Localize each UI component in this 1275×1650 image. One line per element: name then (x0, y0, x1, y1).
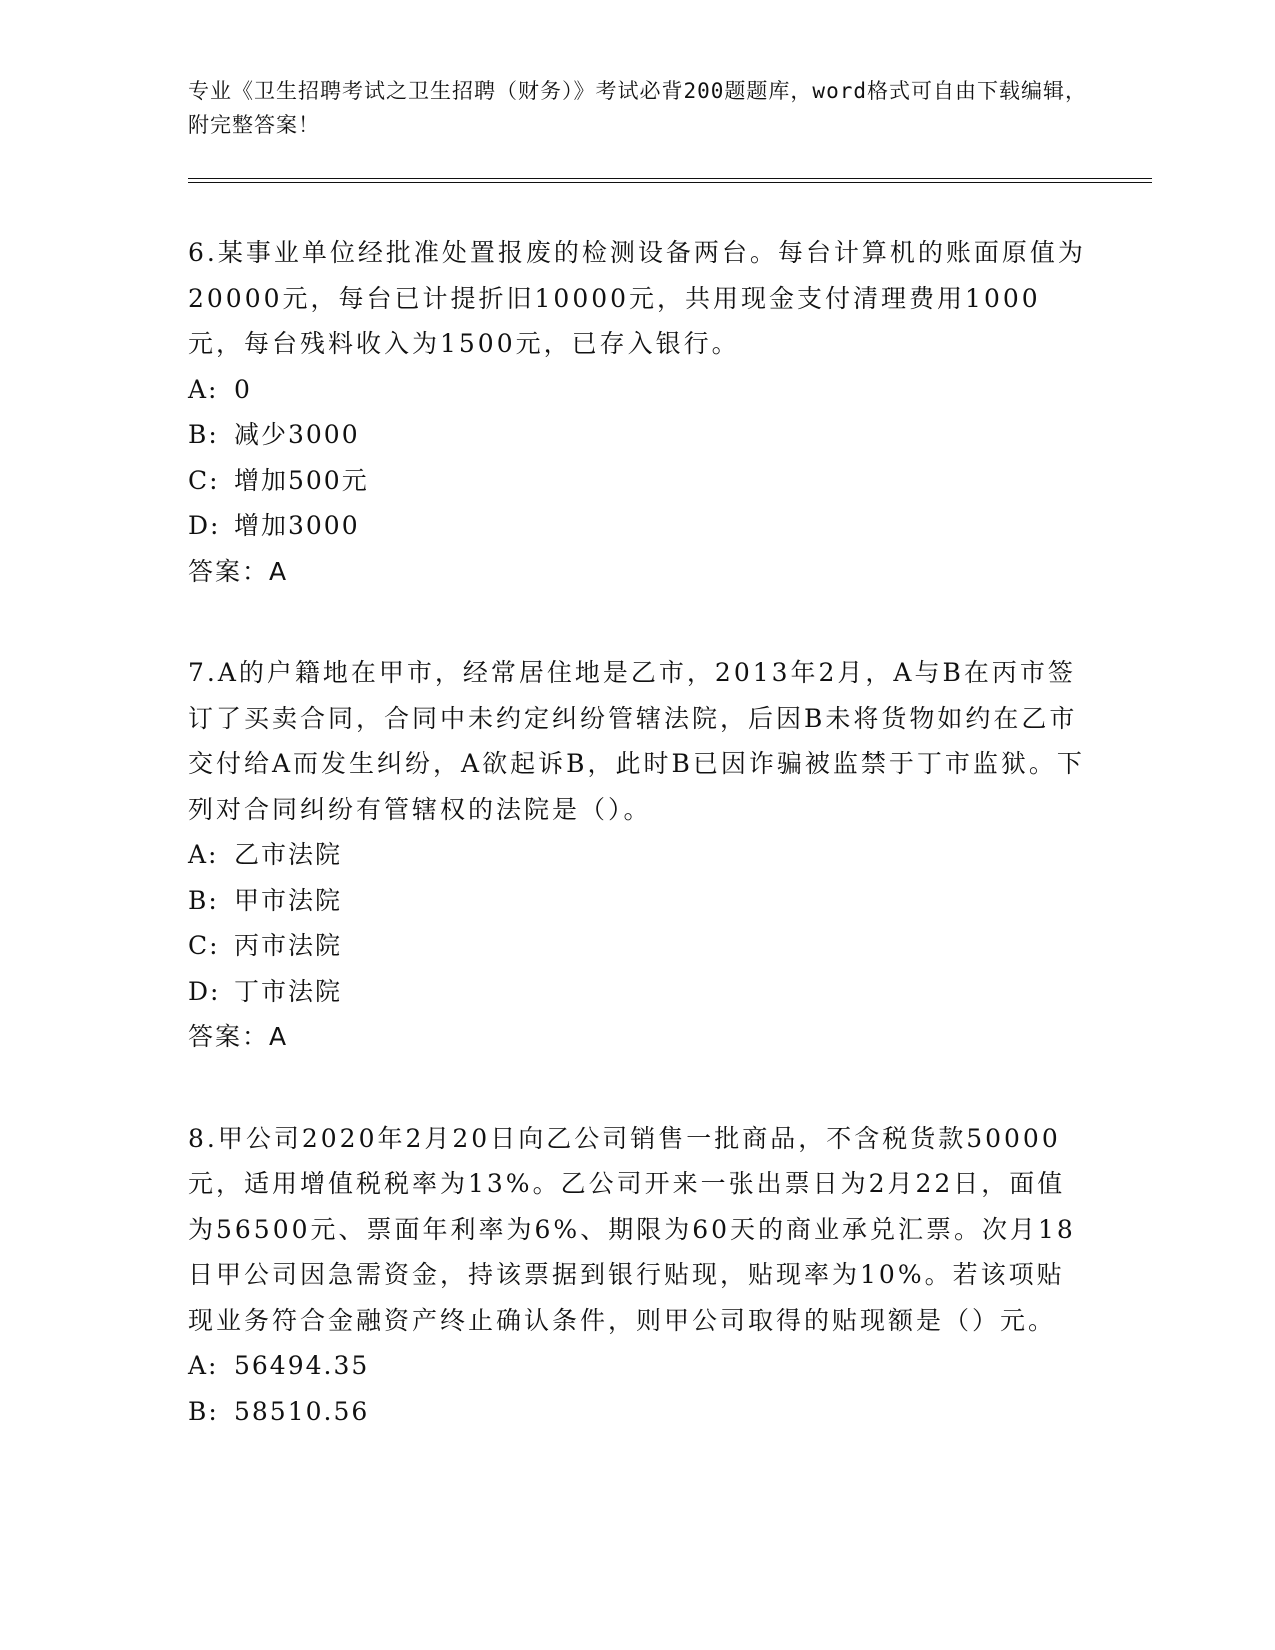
option-letter: D: (188, 976, 221, 1006)
option-letter: C: (188, 465, 220, 495)
question-7 (188, 650, 1088, 1060)
option-text: 增加500元 (234, 465, 369, 495)
option-letter: B: (188, 1396, 219, 1426)
header-divider (188, 178, 1152, 183)
option-letter: A: (188, 1351, 219, 1380)
answer-label: 答案：A (188, 556, 289, 586)
option-text: 增加3000 (234, 511, 360, 540)
option-letter: C: (188, 931, 220, 960)
option-text: 乙市法院 (234, 840, 343, 869)
option-text: 丁市法院 (234, 976, 343, 1006)
option-a (188, 832, 1088, 878)
option-text: 58510.56 (234, 1396, 370, 1426)
option-b (188, 412, 1088, 458)
question-text: 8.甲公司2020年2月20日向乙公司销售一批商品，不含税货款50000元，适用增值税税率为13%。乙公司开来一张出票日为2月22日，面值为56500元、票面年利率为6%、期限为60天的商业承兑汇票。次月18日甲公司因急需资金，持该票据到银行贴现，贴现率为10%。若该项贴现业务符合金融资产终止确认条件，则甲公司取得的贴现额是（）元。 (188, 1123, 1076, 1335)
question-text: 6.某事业单位经批准处置报废的检测设备两台。每台计算机的账面原值为20000元，每台已计提折旧10000元，共用现金支付清理费用1000元，每台残料收入为1500元，已存入银行。 (188, 238, 1086, 358)
option-d (188, 503, 1088, 549)
option-letter: A: (188, 840, 219, 869)
option-d (188, 969, 1088, 1015)
option-c (188, 923, 1088, 969)
question-8 (188, 1116, 1088, 1435)
option-letter: A: (188, 374, 219, 404)
question-list (188, 230, 1088, 1490)
option-letter: B: (188, 885, 219, 915)
option-a (188, 367, 1088, 413)
option-letter: D: (188, 511, 221, 540)
option-text: 甲市法院 (234, 885, 343, 915)
option-letter: B: (188, 420, 219, 449)
question-text: 7.A的户籍地在甲市，经常居住地是乙市，2013年2月，A与B在丙市签订了买卖合同，合同中未约定纠纷管辖法院，后因B未将货物如约在乙市交付给A而发生纠纷，A欲起诉B，此时B已因诈骗被监禁于丁市监狱。下列对合同纠纷有管辖权的法院是（）。 (188, 658, 1085, 824)
option-b (188, 878, 1088, 924)
option-a (188, 1343, 1088, 1389)
option-text: 减少3000 (234, 420, 360, 449)
option-b (188, 1389, 1088, 1435)
document-header: 专业《卫生招聘考试之卫生招聘（财务）》考试必背200题题库，word格式可自由下载编辑，附完整答案！ (188, 79, 1087, 137)
option-text: 0 (234, 374, 252, 404)
answer-label: 答案：A (188, 1022, 289, 1051)
option-text: 丙市法院 (234, 931, 343, 960)
option-text: 56494.35 (234, 1351, 370, 1380)
option-c (188, 458, 1088, 504)
question-6 (188, 230, 1088, 594)
